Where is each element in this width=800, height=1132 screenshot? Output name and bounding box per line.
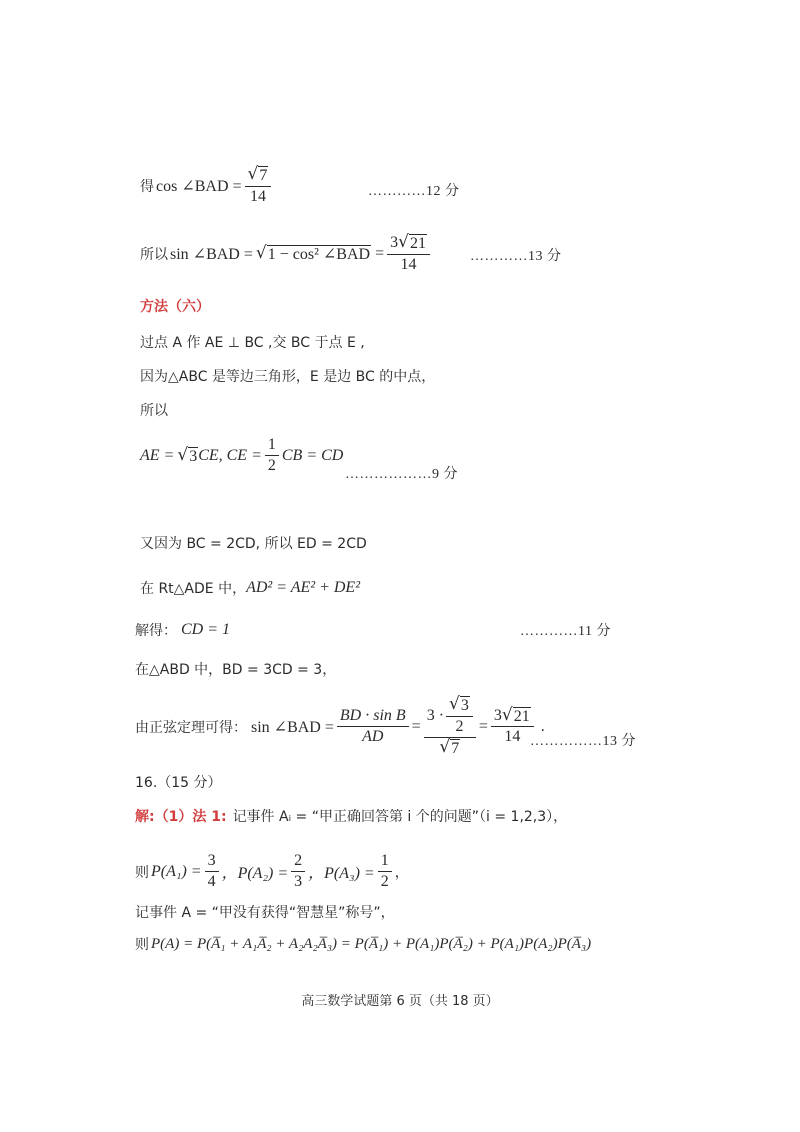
solution-line: 解:（1）法 1: 记事件 Aᵢ = “甲正确回答第 i 个的问题”（i = 1,2,3）， xyxy=(135,809,568,825)
event-a-line: 记事件 A = “甲没有获得“智慧星”称号”， xyxy=(135,905,395,921)
score-13b: ……………13 分 xyxy=(530,734,636,749)
final-probability-line: 则 P(A) = P(A̅₁ + A₁A̅₂ + A₂A₂A̅₃) = P(A̅₁) + P(A₁)P(A̅₂) + P(A₁)P(A₂)P(A̅₃) xyxy=(135,935,592,953)
ae-equation: AE = √ 3 CE, CE = $\frac{1}{2}$ CB = CD xyxy=(140,436,344,475)
sin-bad-fraction: 3 √ 21 14 xyxy=(387,234,430,274)
probabilities-line: 则 P(A₁) = $\frac{3}{4}$ ，P(A₂) = $\frac{2}{3}$ ，P(A₃) = $\frac{1}{2}$ ， xyxy=(135,852,409,891)
law-fraction-2: 3 · √ 3 2 √ 7 xyxy=(424,696,476,758)
paragraph-5: 在 Rt△ADE 中， AD² = AE² + DE² xyxy=(140,579,360,597)
law-of-sines-line: 由正弦定理可得： sin ∠BAD = $\frac{\text{BD · sin B}}{AD}$ = 3 · √ 3 2 √ 7 = 3 √ 21 14 . xyxy=(135,694,545,757)
sin-bad-line: 所以 sin ∠BAD = √ 1 − cos² ∠BAD = 3 √ 21 14 xyxy=(140,234,433,274)
paragraph-4: 又因为 BC = 2CD, 所以 ED = 2CD xyxy=(140,536,367,552)
paragraph-1: 过点 A 作 AE ⊥ BC ,交 BC 于点 E , xyxy=(140,335,365,351)
half-fraction: $\frac{1}{2}$ xyxy=(265,436,279,476)
score-11: …………11 分 xyxy=(520,624,611,639)
score-13a: …………13 分 xyxy=(470,249,562,264)
paragraph-3: 所以 xyxy=(140,403,168,419)
paragraph-6: 解得： CD = 1 xyxy=(135,621,231,639)
question-16: 16.（15 分） xyxy=(135,775,222,791)
score-12: …………12 分 xyxy=(368,184,460,199)
method-title: 方法（六） xyxy=(140,299,210,315)
paragraph-7: 在△ABD 中，BD = 3CD = 3， xyxy=(135,662,337,678)
cos-bad-line: 得 cos ∠BAD = √ 7 14 xyxy=(140,166,274,206)
page-footer: 高三数学试题第 6 页（共 18 页） xyxy=(301,994,499,1009)
law-fraction-1: $\frac{\text{BD · sin B}}{AD}$ xyxy=(337,707,409,747)
paragraph-2: 因为△ABC 是等边三角形，E 是边 BC 的中点， xyxy=(140,369,436,385)
score-9: ………………9 分 xyxy=(345,467,458,482)
cos-bad-fraction: √ 7 14 xyxy=(245,166,272,206)
law-fraction-3: 3 √ 21 14 xyxy=(491,707,534,747)
